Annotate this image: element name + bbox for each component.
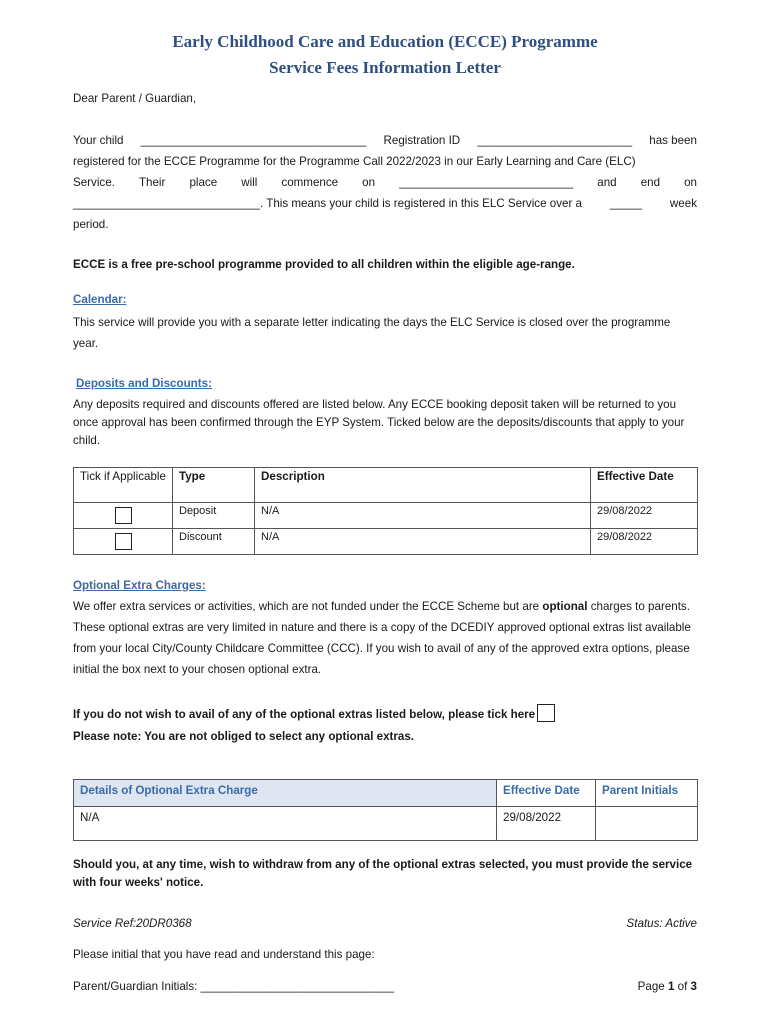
reg-text: Their [138, 176, 166, 189]
initials-label: Parent/Guardian Initials: [73, 980, 198, 993]
optional-extras-table [73, 779, 698, 841]
type-cell: Discount [173, 529, 255, 555]
page-of: of [677, 980, 688, 993]
reg-text: Service. [73, 176, 115, 189]
end-date-blank[interactable]: _____________________________ [73, 197, 260, 210]
reg-text: place [189, 176, 218, 189]
weeks-blank[interactable]: _____ [609, 197, 643, 210]
no-extras-line [73, 704, 697, 725]
column-header: Type [173, 468, 255, 503]
no-extras-text: If you do not wish to avail of any of the optional extras listed below, please tick here [73, 708, 536, 721]
column-header: Effective Date [497, 780, 596, 807]
initial-prompt: Please initial that you have read and understand this page: [73, 948, 375, 961]
optional-body [73, 596, 697, 680]
reg-text: on [684, 176, 697, 189]
page-current: 1 [667, 980, 675, 993]
table-row [74, 807, 698, 841]
page-number [638, 980, 697, 993]
reg-text: commence [281, 176, 339, 189]
reg-text: and [597, 176, 617, 189]
tick-cell [74, 529, 173, 555]
reg-text: will [241, 176, 258, 189]
table-row [74, 529, 698, 555]
column-header: Parent Initials [596, 780, 698, 807]
withdraw-notice: Should you, at any time, wish to withdraw from any of the optional extras selected, you must provide the service with four weeks' notice. [73, 858, 693, 889]
reg-text: on [362, 176, 376, 189]
deposits-table [73, 467, 698, 555]
reg-text: . This means your child is registered in this ELC Service over a [260, 197, 582, 210]
reg-line-4-left [73, 193, 582, 214]
page-word: Page [637, 980, 665, 993]
reg-line-1 [73, 130, 697, 151]
description-cell: N/A [255, 503, 591, 529]
page-subtitle: Service Fees Information Letter [269, 58, 501, 77]
optional-text: We offer extra services or activities, which are not funded under the ECCE Scheme but are [73, 600, 540, 613]
parent-initials-cell[interactable] [596, 807, 698, 841]
calendar-heading: Calendar: [73, 293, 127, 306]
no-extras-checkbox[interactable] [537, 704, 555, 722]
child-name-blank[interactable]: ___________________________________ [140, 134, 367, 147]
table-header-row [74, 468, 698, 503]
reg-text: has been [649, 134, 697, 147]
please-note: Please note: You are not obliged to select any optional extras. [73, 730, 415, 743]
reg-line-3 [73, 172, 697, 193]
deposits-heading: Deposits and Discounts: [76, 377, 212, 390]
reg-text: Registration ID [383, 134, 461, 147]
date-cell: 29/08/2022 [591, 529, 698, 555]
optional-text: charges to parents. These optional extras are very limited in nature and there is a copy of the DCEDIY approved optional extras list available from your local City/County Childcare Committee (CCC). If you wish to avail of any of the approved extra options, please initial the box next to your chosen optional extra. [73, 600, 691, 676]
service-info-row [73, 917, 697, 930]
initials-row [73, 980, 697, 993]
description-cell: N/A [255, 529, 591, 555]
column-header: Details of Optional Extra Charge [74, 780, 497, 807]
registration-id-blank[interactable]: ________________________ [477, 134, 633, 147]
date-cell: 29/08/2022 [591, 503, 698, 529]
reg-line-5: period. [73, 218, 109, 231]
deposits-body: Any deposits required and discounts offered are listed below. Any ECCE booking deposit taken will be returned to you once approval has been confirmed through the EYP System. Ticked below are the deposits/discounts that apply to your child. [73, 398, 685, 447]
free-programme-note: ECCE is a free pre-school programme provided to all children within the eligible age-range. [73, 258, 575, 271]
page-title: Early Childhood Care and Education (ECCE) Programme [172, 32, 598, 51]
registration-paragraph [73, 130, 697, 235]
deposit-checkbox[interactable] [115, 507, 132, 524]
reg-text: week [669, 197, 697, 210]
status-text: Status: Active [626, 917, 697, 930]
column-header: Description [255, 468, 591, 503]
reg-text: Your child [73, 134, 124, 147]
details-cell: N/A [74, 807, 497, 841]
page-total: 3 [690, 980, 697, 993]
table-header-row [74, 780, 698, 807]
start-date-blank[interactable]: ___________________________ [399, 176, 574, 189]
tick-cell [74, 503, 173, 529]
reg-line-2: registered for the ECCE Programme for the Programme Call 2022/2023 in our Early Learning and Care (ELC) [73, 155, 636, 168]
calendar-body: This service will provide you with a separate letter indicating the days the ELC Service is closed over the programme year. [73, 316, 671, 350]
date-cell: 29/08/2022 [497, 807, 596, 841]
type-cell: Deposit [173, 503, 255, 529]
salutation: Dear Parent / Guardian, [73, 92, 197, 105]
reg-line-4 [73, 193, 697, 214]
optional-bold-text: optional [542, 600, 588, 613]
column-header: Tick if Applicable [74, 468, 173, 503]
service-ref: Service Ref:20DR0368 [73, 917, 192, 930]
discount-checkbox[interactable] [115, 533, 132, 550]
table-row [74, 503, 698, 529]
column-header: Effective Date [591, 468, 698, 503]
optional-heading: Optional Extra Charges: [73, 579, 206, 592]
reg-text: end [640, 176, 661, 189]
initials-blank[interactable]: ______________________________ [200, 980, 395, 993]
